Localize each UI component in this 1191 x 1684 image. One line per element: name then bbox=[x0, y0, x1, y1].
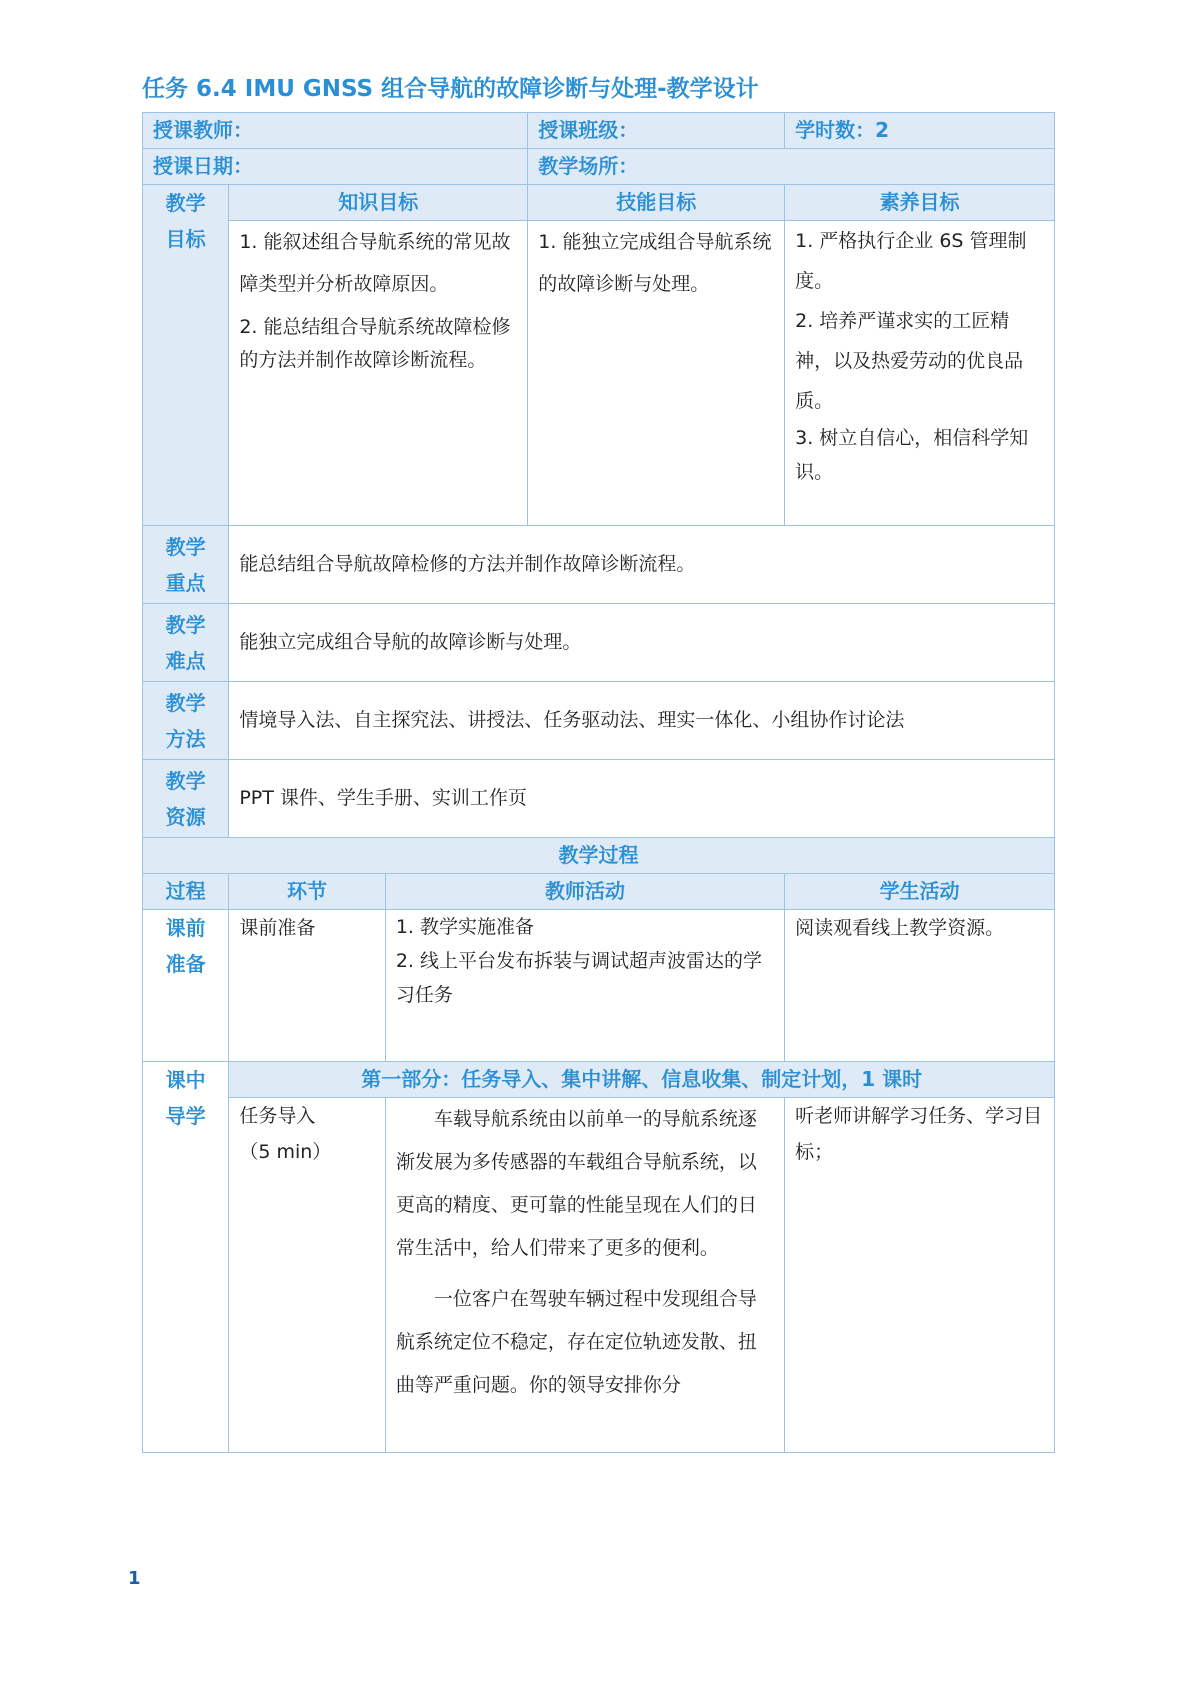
pre-class-label: 课前 准备 bbox=[143, 910, 229, 1062]
key-point-row bbox=[143, 526, 1055, 604]
key-point-label: 教学 重点 bbox=[143, 526, 229, 604]
difficulty-label: 教学 难点 bbox=[143, 604, 229, 682]
date-label: 授课日期： bbox=[143, 149, 528, 185]
resource-label: 教学 资源 bbox=[143, 760, 229, 838]
quality-item: 2. 培养严谨求实的工匠精神，以及热爱劳动的优良品质。 bbox=[795, 310, 1024, 412]
knowledge-head: 知识目标 bbox=[229, 185, 528, 221]
process-head: 教学过程 bbox=[143, 838, 1055, 874]
task-intro-student: 听老师讲解学习任务、学习目标； bbox=[785, 1098, 1055, 1453]
method-label: 教学 方法 bbox=[143, 682, 229, 760]
venue-label: 教学场所： bbox=[528, 149, 1055, 185]
part-one-head: 第一部分：任务导入、集中讲解、信息收集、制定计划，1 课时 bbox=[229, 1062, 1055, 1098]
key-point-text: 能总结组合导航故障检修的方法并制作故障诊断流程。 bbox=[229, 526, 1055, 604]
process-columns-row bbox=[143, 874, 1055, 910]
page-title: 任务 6.4 IMU GNSS 组合导航的故障诊断与处理-教学设计 bbox=[142, 76, 759, 102]
col-process: 过程 bbox=[143, 874, 229, 910]
page-number: 1 bbox=[128, 1568, 141, 1589]
objectives-body-row bbox=[143, 221, 1055, 526]
knowledge-cell bbox=[229, 221, 528, 526]
task-intro-step-time: （5 min） bbox=[239, 1141, 332, 1163]
pre-class-row bbox=[143, 910, 1055, 1062]
objectives-head-row bbox=[143, 185, 1055, 221]
task-intro-step bbox=[229, 1098, 385, 1453]
teacher-label: 授课教师： bbox=[143, 113, 528, 149]
resource-text: PPT 课件、学生手册、实训工作页 bbox=[229, 760, 1055, 838]
knowledge-item: 1. 能叙述组合导航系统的常见故障类型并分析故障原因。 bbox=[239, 231, 511, 295]
quality-head: 素养目标 bbox=[785, 185, 1055, 221]
pre-class-student: 阅读观看线上教学资源。 bbox=[785, 910, 1055, 1062]
quality-item: 3. 树立自信心，相信科学知识。 bbox=[795, 427, 1029, 483]
pre-class-teacher-item: 2. 线上平台发布拆装与调试超声波雷达的学习任务 bbox=[395, 950, 762, 1006]
in-class-part-row bbox=[143, 1062, 1055, 1098]
task-intro-teacher-para: 车载导航系统由以前单一的导航系统逐渐发展为多传感器的车载组合导航系统，以更高的精度、更可靠的性能呈现在人们的日常生活中，给人们带来了更多的便利。 bbox=[395, 1108, 757, 1259]
resource-row bbox=[143, 760, 1055, 838]
class-label: 授课班级： bbox=[528, 113, 785, 149]
in-class-label: 课中 导学 bbox=[143, 1062, 229, 1453]
col-student: 学生活动 bbox=[785, 874, 1055, 910]
task-intro-teacher bbox=[385, 1098, 784, 1453]
skill-head: 技能目标 bbox=[528, 185, 785, 221]
task-intro-teacher-para: 一位客户在驾驶车辆过程中发现组合导航系统定位不稳定，存在定位轨迹发散、扭曲等严重问题。你的领导安排你分 bbox=[395, 1288, 757, 1396]
difficulty-text: 能独立完成组合导航的故障诊断与处理。 bbox=[229, 604, 1055, 682]
pre-class-step: 课前准备 bbox=[229, 910, 385, 1062]
skill-item: 1. 能独立完成组合导航系统的故障诊断与处理。 bbox=[538, 231, 772, 295]
lesson-plan-table bbox=[142, 112, 1055, 1453]
quality-item: 1. 严格执行企业 6S 管理制度。 bbox=[795, 230, 1027, 292]
pre-class-teacher bbox=[385, 910, 784, 1062]
col-step: 环节 bbox=[229, 874, 385, 910]
col-teacher: 教师活动 bbox=[385, 874, 784, 910]
method-text: 情境导入法、自主探究法、讲授法、任务驱动法、理实一体化、小组协作讨论法 bbox=[229, 682, 1055, 760]
task-intro-row bbox=[143, 1098, 1055, 1453]
quality-cell bbox=[785, 221, 1055, 526]
header-row-2 bbox=[143, 149, 1055, 185]
pre-class-teacher-item: 1. 教学实施准备 bbox=[395, 916, 534, 938]
process-head-row bbox=[143, 838, 1055, 874]
objectives-label: 教学 目标 bbox=[143, 185, 229, 526]
difficulty-row bbox=[143, 604, 1055, 682]
skill-cell bbox=[528, 221, 785, 526]
hours-label: 学时数：2 bbox=[785, 113, 1055, 149]
header-row-1 bbox=[143, 113, 1055, 149]
knowledge-item: 2. 能总结组合导航系统故障检修的方法并制作故障诊断流程。 bbox=[239, 316, 511, 371]
task-intro-step-name: 任务导入 bbox=[239, 1105, 316, 1127]
method-row bbox=[143, 682, 1055, 760]
